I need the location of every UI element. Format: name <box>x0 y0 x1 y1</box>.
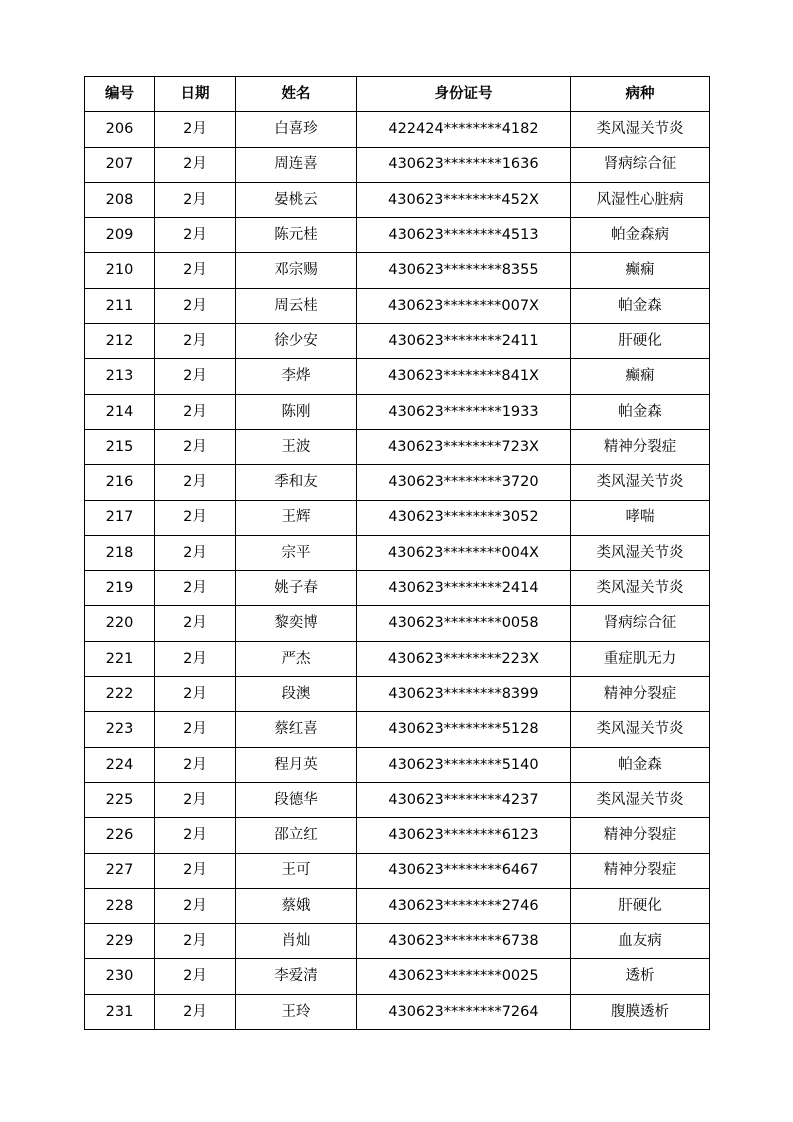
cell-name: 姚子春 <box>236 571 357 606</box>
cell-id-number: 430623********007X <box>357 288 571 323</box>
cell-name: 黎奕博 <box>236 606 357 641</box>
cell-id-number: 430623********0025 <box>357 959 571 994</box>
cell-number: 226 <box>85 818 155 853</box>
cell-disease: 肝硬化 <box>571 888 710 923</box>
cell-date: 2月 <box>155 782 236 817</box>
cell-id-number: 430623********3720 <box>357 465 571 500</box>
cell-number: 231 <box>85 994 155 1029</box>
cell-name: 蔡娥 <box>236 888 357 923</box>
cell-name: 周云桂 <box>236 288 357 323</box>
table-row <box>85 394 710 429</box>
cell-disease: 精神分裂症 <box>571 429 710 464</box>
cell-name: 李烨 <box>236 359 357 394</box>
cell-number: 219 <box>85 571 155 606</box>
cell-number: 228 <box>85 888 155 923</box>
cell-name: 严杰 <box>236 641 357 676</box>
cell-name: 徐少安 <box>236 324 357 359</box>
cell-disease: 帕金森 <box>571 394 710 429</box>
table-body <box>85 112 710 1030</box>
cell-date: 2月 <box>155 218 236 253</box>
cell-number: 216 <box>85 465 155 500</box>
cell-name: 肖灿 <box>236 924 357 959</box>
cell-id-number: 430623********7264 <box>357 994 571 1029</box>
cell-disease: 肾病综合征 <box>571 606 710 641</box>
cell-number: 214 <box>85 394 155 429</box>
cell-disease: 重症肌无力 <box>571 641 710 676</box>
cell-number: 207 <box>85 147 155 182</box>
table-row <box>85 959 710 994</box>
header-number: 编号 <box>85 77 155 112</box>
cell-id-number: 430623********4513 <box>357 218 571 253</box>
cell-disease: 精神分裂症 <box>571 818 710 853</box>
cell-number: 210 <box>85 253 155 288</box>
header-disease: 病种 <box>571 77 710 112</box>
cell-number: 218 <box>85 535 155 570</box>
cell-id-number: 430623********1636 <box>357 147 571 182</box>
table-row <box>85 112 710 147</box>
table-row <box>85 288 710 323</box>
cell-id-number: 430623********2414 <box>357 571 571 606</box>
cell-name: 王辉 <box>236 500 357 535</box>
cell-number: 213 <box>85 359 155 394</box>
cell-id-number: 430623********2746 <box>357 888 571 923</box>
cell-name: 蔡红喜 <box>236 712 357 747</box>
cell-date: 2月 <box>155 429 236 464</box>
cell-date: 2月 <box>155 182 236 217</box>
table-row <box>85 218 710 253</box>
cell-date: 2月 <box>155 112 236 147</box>
cell-name: 邓宗赐 <box>236 253 357 288</box>
cell-number: 212 <box>85 324 155 359</box>
cell-name: 王波 <box>236 429 357 464</box>
cell-date: 2月 <box>155 606 236 641</box>
cell-date: 2月 <box>155 500 236 535</box>
table-row <box>85 994 710 1029</box>
table-row <box>85 535 710 570</box>
cell-disease: 帕金森病 <box>571 218 710 253</box>
table-row <box>85 359 710 394</box>
cell-id-number: 430623********8355 <box>357 253 571 288</box>
table-row <box>85 747 710 782</box>
cell-date: 2月 <box>155 853 236 888</box>
cell-id-number: 430623********2411 <box>357 324 571 359</box>
table-row <box>85 606 710 641</box>
cell-id-number: 430623********5128 <box>357 712 571 747</box>
patient-table <box>84 76 710 1030</box>
cell-date: 2月 <box>155 288 236 323</box>
cell-name: 晏桃云 <box>236 182 357 217</box>
table-row <box>85 571 710 606</box>
cell-disease: 类风湿关节炎 <box>571 782 710 817</box>
cell-disease: 癫痫 <box>571 359 710 394</box>
cell-disease: 类风湿关节炎 <box>571 112 710 147</box>
table-row <box>85 888 710 923</box>
cell-number: 225 <box>85 782 155 817</box>
cell-number: 209 <box>85 218 155 253</box>
cell-number: 227 <box>85 853 155 888</box>
table-row <box>85 641 710 676</box>
cell-disease: 类风湿关节炎 <box>571 571 710 606</box>
cell-id-number: 430623********841X <box>357 359 571 394</box>
table-row <box>85 429 710 464</box>
cell-disease: 血友病 <box>571 924 710 959</box>
cell-date: 2月 <box>155 888 236 923</box>
cell-date: 2月 <box>155 677 236 712</box>
cell-disease: 透析 <box>571 959 710 994</box>
cell-date: 2月 <box>155 535 236 570</box>
cell-id-number: 430623********6123 <box>357 818 571 853</box>
cell-id-number: 430623********1933 <box>357 394 571 429</box>
cell-id-number: 430623********223X <box>357 641 571 676</box>
cell-id-number: 430623********452X <box>357 182 571 217</box>
cell-number: 211 <box>85 288 155 323</box>
cell-date: 2月 <box>155 924 236 959</box>
table-row <box>85 500 710 535</box>
table-row <box>85 465 710 500</box>
cell-number: 208 <box>85 182 155 217</box>
table-row <box>85 818 710 853</box>
cell-name: 陈元桂 <box>236 218 357 253</box>
cell-number: 206 <box>85 112 155 147</box>
cell-disease: 精神分裂症 <box>571 677 710 712</box>
cell-name: 王玲 <box>236 994 357 1029</box>
cell-number: 229 <box>85 924 155 959</box>
cell-id-number: 430623********0058 <box>357 606 571 641</box>
cell-number: 223 <box>85 712 155 747</box>
cell-id-number: 430623********3052 <box>357 500 571 535</box>
cell-name: 陈刚 <box>236 394 357 429</box>
cell-name: 李爱清 <box>236 959 357 994</box>
cell-number: 222 <box>85 677 155 712</box>
cell-disease: 帕金森 <box>571 288 710 323</box>
cell-date: 2月 <box>155 147 236 182</box>
cell-name: 季和友 <box>236 465 357 500</box>
table-row <box>85 147 710 182</box>
cell-number: 220 <box>85 606 155 641</box>
cell-disease: 类风湿关节炎 <box>571 712 710 747</box>
cell-disease: 肝硬化 <box>571 324 710 359</box>
cell-number: 230 <box>85 959 155 994</box>
cell-name: 周连喜 <box>236 147 357 182</box>
table-row <box>85 324 710 359</box>
cell-id-number: 430623********8399 <box>357 677 571 712</box>
cell-date: 2月 <box>155 712 236 747</box>
cell-id-number: 430623********004X <box>357 535 571 570</box>
cell-date: 2月 <box>155 818 236 853</box>
cell-number: 217 <box>85 500 155 535</box>
cell-disease: 癫痫 <box>571 253 710 288</box>
cell-disease: 精神分裂症 <box>571 853 710 888</box>
document-page <box>84 76 710 1030</box>
cell-name: 宗平 <box>236 535 357 570</box>
cell-id-number: 430623********5140 <box>357 747 571 782</box>
header-date: 日期 <box>155 77 236 112</box>
cell-name: 段德华 <box>236 782 357 817</box>
cell-id-number: 430623********723X <box>357 429 571 464</box>
cell-date: 2月 <box>155 465 236 500</box>
cell-date: 2月 <box>155 641 236 676</box>
cell-number: 221 <box>85 641 155 676</box>
table-row <box>85 782 710 817</box>
table-row <box>85 712 710 747</box>
cell-disease: 腹膜透析 <box>571 994 710 1029</box>
cell-date: 2月 <box>155 994 236 1029</box>
cell-date: 2月 <box>155 959 236 994</box>
table-header-row <box>85 77 710 112</box>
header-name: 姓名 <box>236 77 357 112</box>
cell-date: 2月 <box>155 571 236 606</box>
cell-date: 2月 <box>155 359 236 394</box>
table-row <box>85 182 710 217</box>
cell-disease: 帕金森 <box>571 747 710 782</box>
header-id-number: 身份证号 <box>357 77 571 112</box>
table-row <box>85 677 710 712</box>
cell-number: 224 <box>85 747 155 782</box>
cell-date: 2月 <box>155 747 236 782</box>
table-row <box>85 853 710 888</box>
cell-disease: 类风湿关节炎 <box>571 465 710 500</box>
table-row <box>85 924 710 959</box>
cell-disease: 类风湿关节炎 <box>571 535 710 570</box>
cell-date: 2月 <box>155 253 236 288</box>
cell-id-number: 430623********6467 <box>357 853 571 888</box>
cell-disease: 肾病综合征 <box>571 147 710 182</box>
cell-name: 程月英 <box>236 747 357 782</box>
cell-disease: 哮喘 <box>571 500 710 535</box>
cell-date: 2月 <box>155 394 236 429</box>
cell-name: 邵立红 <box>236 818 357 853</box>
cell-name: 王可 <box>236 853 357 888</box>
cell-number: 215 <box>85 429 155 464</box>
cell-name: 白喜珍 <box>236 112 357 147</box>
table-row <box>85 253 710 288</box>
cell-date: 2月 <box>155 324 236 359</box>
cell-id-number: 422424********4182 <box>357 112 571 147</box>
cell-disease: 风湿性心脏病 <box>571 182 710 217</box>
cell-id-number: 430623********6738 <box>357 924 571 959</box>
cell-id-number: 430623********4237 <box>357 782 571 817</box>
cell-name: 段澳 <box>236 677 357 712</box>
